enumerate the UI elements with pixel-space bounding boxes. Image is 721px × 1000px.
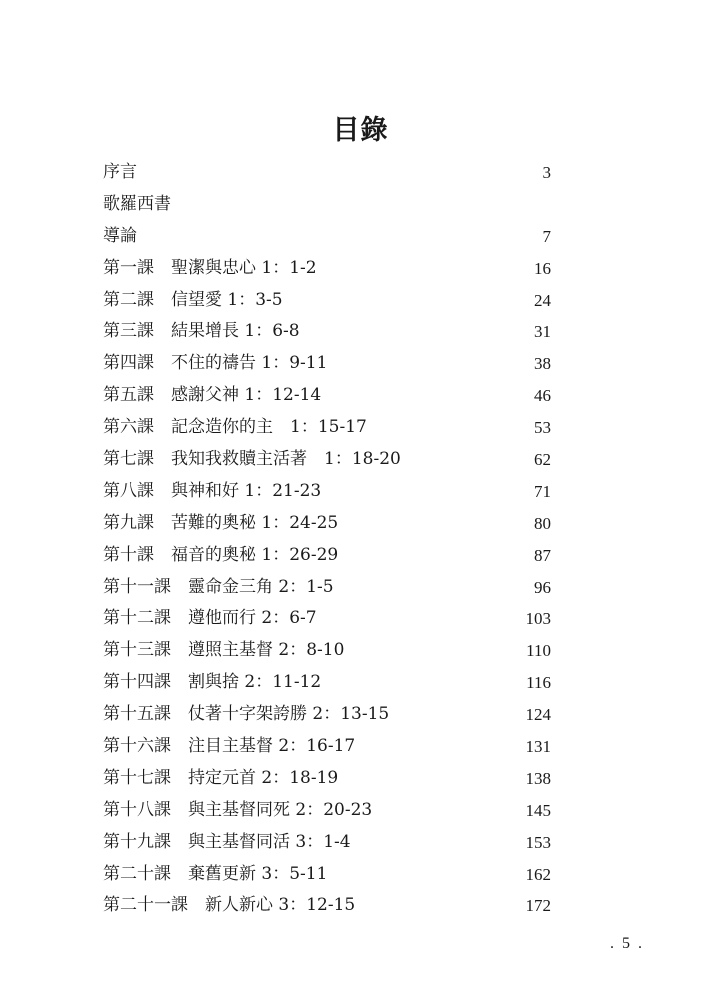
toc-entry-title: 第四課 不住的禱告 1：9-11 xyxy=(103,353,328,374)
toc-entry-title: 第八課 與神和好 1：21-23 xyxy=(103,480,322,501)
toc-entry-title: 第五課 感謝父神 1：12-14 xyxy=(103,385,322,406)
toc-entry-title: 序言 xyxy=(103,162,137,182)
toc-entry xyxy=(103,890,551,922)
toc-entry xyxy=(103,285,551,317)
toc-entry xyxy=(103,827,551,859)
toc-entry xyxy=(103,348,551,380)
toc-entry-title: 第十八課 與主基督同死 2：20-23 xyxy=(103,799,373,820)
toc-entry-page: 62 xyxy=(534,450,551,470)
toc-entry-page: 38 xyxy=(534,354,551,374)
toc-entry xyxy=(103,731,551,763)
toc-entry-title: 第十三課 遵照主基督 2：8-10 xyxy=(103,640,345,661)
toc-entry-title: 第十課 福音的奧秘 1：26-29 xyxy=(103,544,339,565)
toc-entry-page: 172 xyxy=(525,896,551,916)
toc-entry-page: 131 xyxy=(525,737,551,757)
toc-entry xyxy=(103,508,551,540)
toc-entry-title: 第一課 聖潔與忠心 1：1-2 xyxy=(103,257,317,278)
table-of-contents xyxy=(103,157,551,922)
toc-entry xyxy=(103,253,551,285)
toc-entry-title: 第十一課 靈命金三角 2：1-5 xyxy=(103,576,334,597)
toc-entry xyxy=(103,476,551,508)
toc-entry-page: 3 xyxy=(542,163,551,182)
toc-entry-page: 153 xyxy=(525,832,551,852)
toc-entry-title: 第十四課 割與捨 2：11-12 xyxy=(103,672,322,693)
page-title: 目錄 xyxy=(332,115,389,146)
toc-entry xyxy=(103,540,551,572)
toc-entry-title: 第七課 我知我救贖主活著 1：18-20 xyxy=(103,449,401,470)
page-number: . 5 . xyxy=(610,935,644,952)
toc-entry-page: 31 xyxy=(534,322,551,342)
toc-entry xyxy=(103,763,551,795)
toc-entry-page: 110 xyxy=(526,641,551,661)
toc-entry xyxy=(103,444,551,476)
toc-entry-title: 歌羅西書 xyxy=(103,193,171,214)
toc-entry-title: 第九課 苦難的奧秘 1：24-25 xyxy=(103,512,339,533)
toc-entry-page: 116 xyxy=(526,673,551,693)
toc-entry-page: 24 xyxy=(534,290,551,310)
toc-entry-page: 96 xyxy=(534,577,551,597)
toc-entry xyxy=(103,157,551,189)
toc-entry xyxy=(103,699,551,731)
toc-entry xyxy=(103,189,551,221)
toc-entry-page: 16 xyxy=(534,258,551,278)
toc-entry-page: 124 xyxy=(525,705,551,725)
toc-entry-page: 46 xyxy=(534,386,551,406)
toc-entry xyxy=(103,412,551,444)
toc-entry-title: 第三課 結果增長 1：6-8 xyxy=(103,321,300,342)
toc-entry-title: 第十六課 注目主基督 2：16-17 xyxy=(103,736,356,757)
toc-entry-title: 第十五課 仗著十字架誇勝 2：13-15 xyxy=(103,704,390,725)
toc-entry-title: 第二十課 棄舊更新 3：5-11 xyxy=(103,863,328,884)
toc-entry-title: 第二課 信望愛 1：3-5 xyxy=(103,289,283,310)
toc-entry-page: 138 xyxy=(525,768,551,788)
toc-entry xyxy=(103,859,551,891)
toc-entry-title: 第十七課 持定元首 2：18-19 xyxy=(103,767,339,788)
toc-entry-title: 導論 xyxy=(103,225,137,246)
toc-entry-page: 162 xyxy=(525,864,551,884)
toc-entry-page: 71 xyxy=(534,481,551,501)
toc-entry-page: 87 xyxy=(534,545,551,565)
toc-entry-page: 145 xyxy=(525,800,551,820)
toc-entry xyxy=(103,572,551,604)
toc-entry-page: 53 xyxy=(534,418,551,438)
toc-entry-page: 7 xyxy=(542,226,551,246)
toc-entry xyxy=(103,380,551,412)
toc-entry xyxy=(103,603,551,635)
toc-entry xyxy=(103,316,551,348)
toc-entry-page: 80 xyxy=(534,513,551,533)
toc-entry-title: 第十九課 與主基督同活 3：1-4 xyxy=(103,831,351,852)
toc-entry xyxy=(103,221,551,253)
toc-entry xyxy=(103,795,551,827)
toc-entry-title: 第六課 記念造你的主 1：15-17 xyxy=(103,417,367,438)
toc-entry xyxy=(103,635,551,667)
toc-entry-page: 103 xyxy=(525,609,551,629)
toc-entry-title: 第十二課 遵他而行 2：6-7 xyxy=(103,608,317,629)
toc-entry xyxy=(103,667,551,699)
toc-entry-title: 第二十一課 新人新心 3：12-15 xyxy=(103,895,356,916)
